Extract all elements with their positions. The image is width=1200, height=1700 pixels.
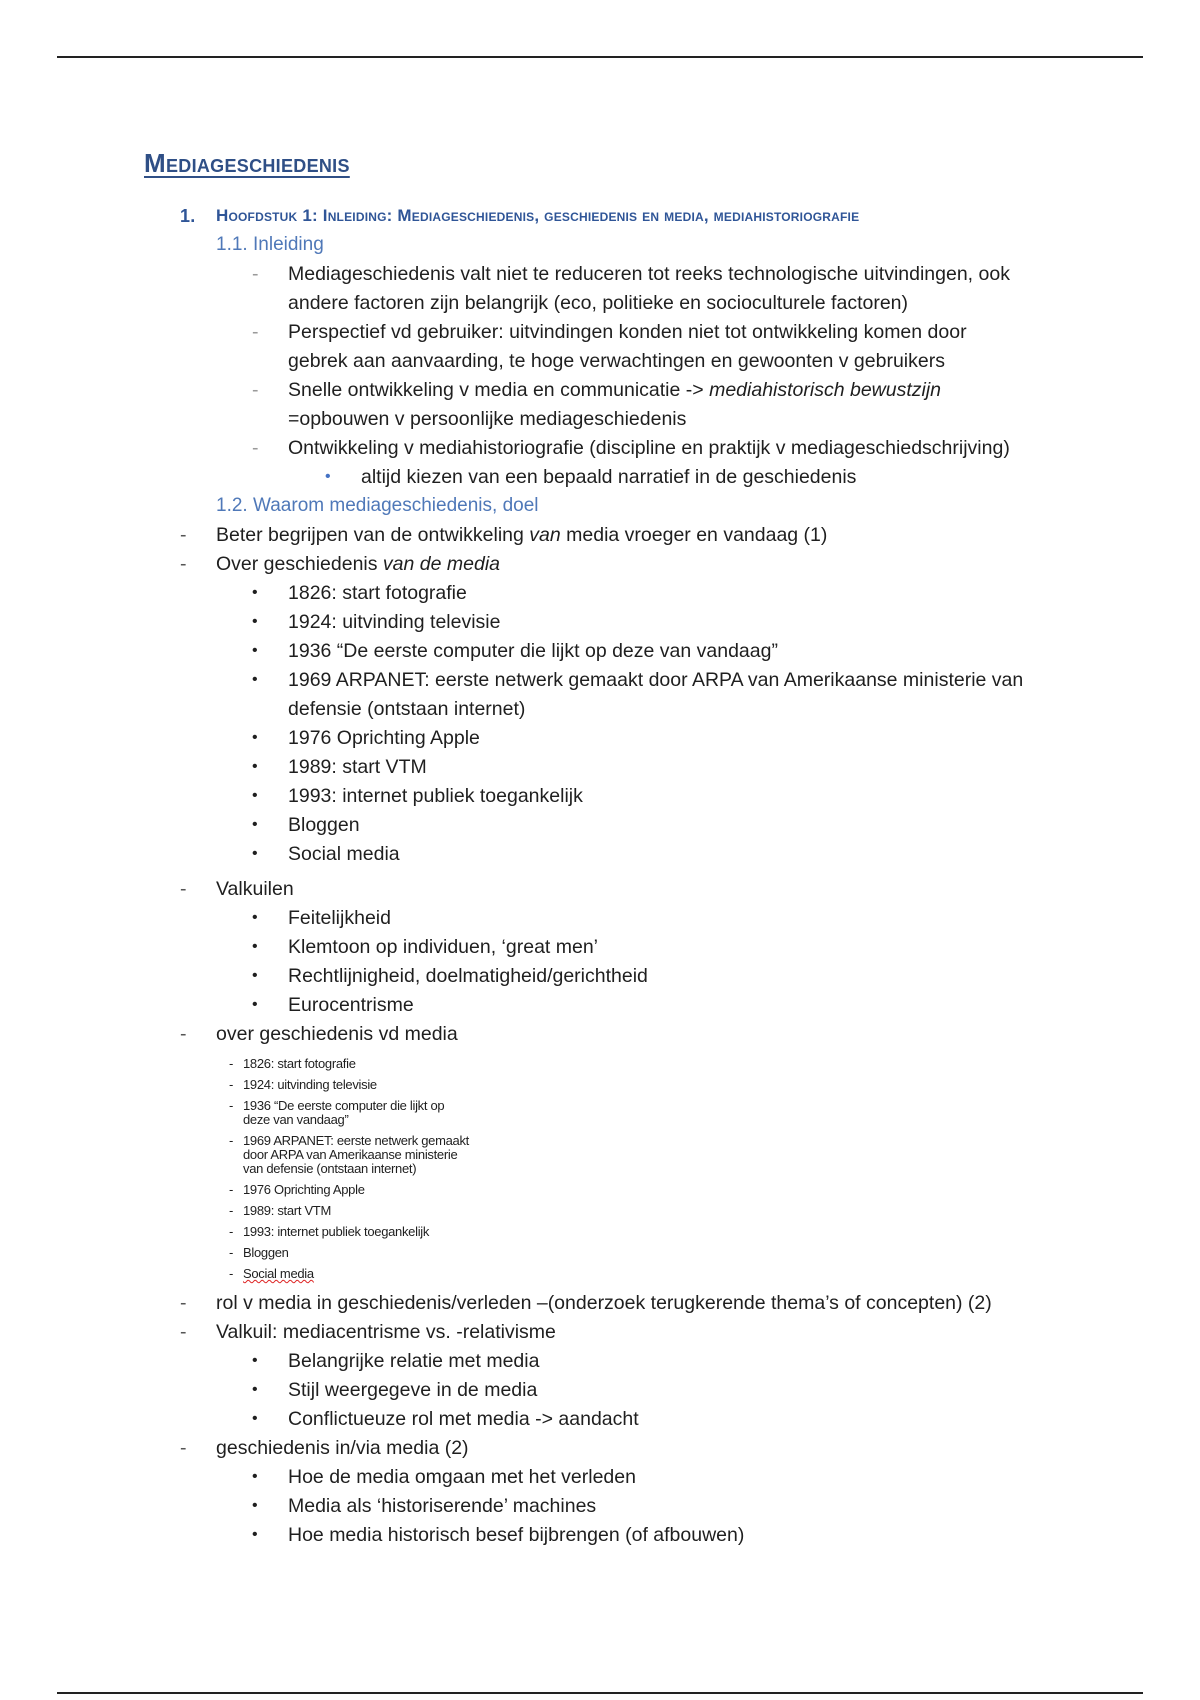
dash-marker: - [229,1182,234,1197]
bullet-text: Hoe de media omgaan met het verleden [288,1466,636,1488]
dash-marker: - [252,263,259,285]
small-list-text: 1989: start VTM [243,1203,331,1218]
list-item-text [216,521,827,549]
bullet-text: 1826: start fotografie [288,582,467,604]
list-item-text: =opbouwen v persoonlijke mediageschiedenis [288,408,687,430]
bullet-marker: • [252,1497,258,1514]
dash-marker: - [252,321,259,343]
section-title: Waarom mediageschiedenis, doel [253,495,539,516]
bullet-text: 1989: start VTM [288,756,427,778]
bullet-text: 1924: uitvinding televisie [288,611,501,633]
bullet-text: Rechtlijnigheid, doelmatigheid/gerichtheid [288,965,648,987]
text-fragment: Beter begrijpen van de ontwikkeling [216,524,530,546]
text-fragment: media vroeger en vandaag (1) [560,524,828,546]
bullet-text: 1936 “De eerste computer die lijkt op deze van vandaag” [288,640,778,662]
bullet-marker: • [325,468,331,485]
bullet-marker: • [252,613,258,630]
header-rule [57,56,1143,58]
section-title: Inleiding [253,234,324,255]
dash-marker: - [229,1266,234,1281]
bullet-text: 1976 Oprichting Apple [288,727,480,749]
bullet-text: Feitelijkheid [288,907,391,929]
small-list-text: Bloggen [243,1245,289,1260]
dash-marker: - [252,437,259,459]
small-list-text: Social media [243,1266,314,1281]
list-item-text [216,550,500,578]
section-number: 1.2. [216,495,248,516]
bullet-marker: • [252,996,258,1013]
bullet-marker: • [252,938,258,955]
bullet-text: 1993: internet publiek toegankelijk [288,785,583,807]
bullet-marker: • [252,1410,258,1427]
dash-marker: - [180,1292,187,1314]
list-item-text: Valkuilen [216,878,294,900]
bullet-text: Social media [288,843,400,865]
list-item-text [288,376,941,404]
small-list-text: 1976 Oprichting Apple [243,1182,365,1197]
bullet-marker: • [252,729,258,746]
dash-marker: - [180,878,187,900]
small-list-text: van defensie (ontstaan internet) [243,1161,417,1176]
small-list-text: 1936 “De eerste computer die lijkt op [243,1098,445,1113]
small-list-text: door ARPA van Amerikaanse ministerie [243,1147,458,1162]
bullet-text: defensie (ontstaan internet) [288,698,526,720]
dash-marker: - [229,1245,234,1260]
small-list-text: 1969 ARPANET: eerste netwerk gemaakt [243,1133,469,1148]
dash-marker: - [229,1077,234,1092]
bullet-marker: • [252,1381,258,1398]
dash-marker: - [180,553,187,575]
dash-marker: - [229,1098,234,1113]
chapter-title: Hoofdstuk 1: Inleiding: Mediageschiedenis, geschiedenis en media, mediahistoriografie [216,206,860,225]
bullet-text: Hoe media historisch besef bijbrengen (of afbouwen) [288,1524,745,1546]
bullet-marker: • [252,758,258,775]
small-list-text: deze van vandaag” [243,1112,349,1127]
bullet-marker: • [252,816,258,833]
list-item-text: altijd kiezen van een bepaald narratief in de geschiedenis [361,466,857,488]
chapter-number: 1. [180,206,196,226]
bullet-marker: • [252,1526,258,1543]
list-item-text: rol v media in geschiedenis/verleden –(onderzoek terugkerende thema’s of concepten) (2) [216,1292,992,1314]
list-item-text: Mediageschiedenis valt niet te reduceren tot reeks technologische uitvindingen, ook [288,263,1010,285]
dash-marker: - [229,1133,234,1148]
list-item-text: andere factoren zijn belangrijk (eco, politieke en socioculturele factoren) [288,292,909,314]
small-list-text: 1924: uitvinding televisie [243,1077,377,1092]
bullet-marker: • [252,909,258,926]
bullet-text: Klemtoon op individuen, ‘great men’ [288,936,599,958]
dash-marker: - [229,1203,234,1218]
dash-marker: - [252,379,259,401]
dash-marker: - [180,524,187,546]
bullet-text: Eurocentrisme [288,994,414,1016]
dash-marker: - [229,1224,234,1239]
document-title: Mediageschiedenis [144,148,350,178]
bullet-text: Belangrijke relatie met media [288,1350,540,1372]
bullet-marker: • [252,845,258,862]
section-number: 1.1. [216,234,248,255]
bullet-marker: • [252,787,258,804]
list-item-text: geschiedenis in/via media (2) [216,1437,469,1459]
bullet-text: Conflictueuze rol met media -> aandacht [288,1408,639,1430]
bullet-marker: • [252,1468,258,1485]
italic-term: van de media [382,553,500,575]
bullet-text: Bloggen [288,814,360,836]
list-item-text: gebrek aan aanvaarding, te hoge verwachtingen en gewoonten v gebruikers [288,350,945,372]
dash-marker: - [180,1437,187,1459]
dash-marker: - [180,1023,187,1045]
list-item-text: Valkuil: mediacentrisme vs. -relativisme [216,1321,556,1343]
dash-marker: - [229,1056,234,1071]
dash-marker: - [180,1321,187,1343]
bullet-text: Stijl weergegeve in de media [288,1379,538,1401]
bullet-text: 1969 ARPANET: eerste netwerk gemaakt door ARPA van Amerikaanse ministerie van [288,669,1024,691]
list-item-text: Ontwikkeling v mediahistoriografie (discipline en praktijk v mediageschiedschrijving) [288,437,1010,459]
list-item-text: Perspectief vd gebruiker: uitvindingen konden niet tot ontwikkeling komen door [288,321,967,343]
italic-term: mediahistorisch bewustzijn [709,379,942,401]
bullet-marker: • [252,967,258,984]
bullet-marker: • [252,1352,258,1369]
bullet-marker: • [252,642,258,659]
bullet-text: Media als ‘historiserende’ machines [288,1495,597,1517]
bullet-marker: • [252,584,258,601]
footer-rule [57,1692,1143,1694]
text-fragment: Snelle ontwikkeling v media en communicatie -> [288,379,710,401]
italic-term: van [529,524,561,546]
text-fragment: Over geschiedenis [216,553,383,575]
list-item-text: over geschiedenis vd media [216,1023,458,1045]
small-list-text: 1826: start fotografie [243,1056,356,1071]
small-list-text: 1993: internet publiek toegankelijk [243,1224,430,1239]
bullet-marker: • [252,671,258,688]
